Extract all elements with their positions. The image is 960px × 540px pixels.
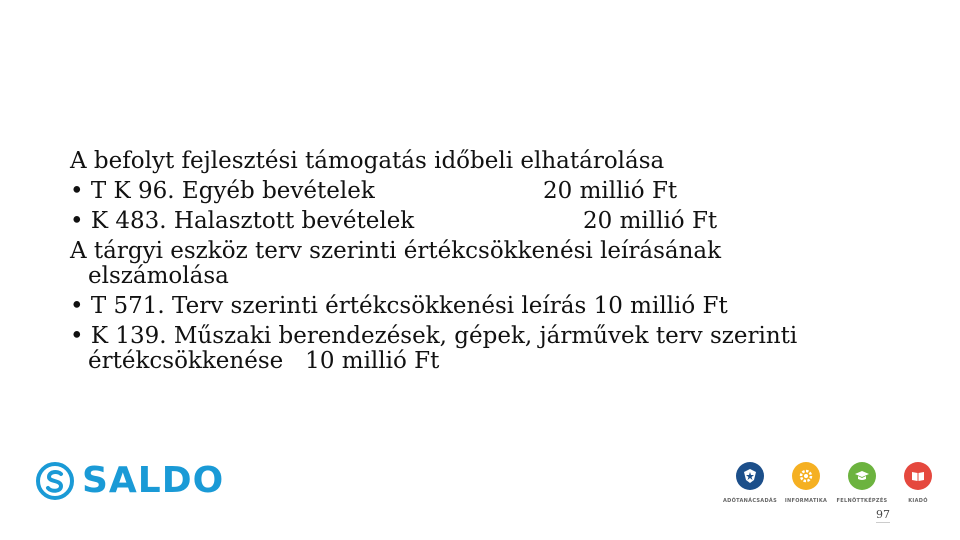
- entry-continuation: értékcsökkenése 10 millió Ft: [88, 348, 440, 374]
- graduation-cap-icon: [848, 462, 876, 490]
- service-label: INFORMATIKA: [784, 498, 828, 504]
- heading-line: A tárgyi eszköz terv szerinti értékcsökkenési leírásának: [70, 238, 722, 264]
- entry-amount: 20 millió Ft: [583, 208, 718, 234]
- saldo-s-icon: [36, 462, 74, 500]
- book-icon: [904, 462, 932, 490]
- text-line: [70, 321, 900, 376]
- entry-text: • K 483. Halasztott bevételek: [70, 208, 415, 234]
- text-line: [70, 236, 900, 291]
- service-label: KIADÓ: [908, 498, 928, 504]
- service-adotanacsadas: [722, 462, 778, 504]
- text-line: [70, 291, 900, 321]
- entry-amount: 20 millió Ft: [543, 178, 678, 204]
- service-kiado: [890, 462, 946, 504]
- saldo-logo: [36, 460, 224, 501]
- service-icons: [722, 462, 946, 504]
- slide-body: [70, 146, 900, 376]
- service-informatika: [778, 462, 834, 504]
- logo-wordmark: SALDO: [82, 460, 225, 501]
- text-line: [70, 146, 900, 176]
- entry-text: • T K 96. Egyéb bevételek: [70, 178, 375, 204]
- gear-icon: [792, 462, 820, 490]
- service-label: ADÓTANÁCSADÁS: [723, 498, 777, 504]
- service-label: FELNŐTTKÉPZÉS: [836, 498, 888, 504]
- service-felnottkepzes: [834, 462, 890, 504]
- text-line: [70, 206, 900, 236]
- page-number: 97: [876, 508, 890, 521]
- heading-line: A befolyt fejlesztési támogatás időbeli elhatárolása: [70, 148, 665, 174]
- text-line: [70, 176, 900, 206]
- entry-text: • T 571. Terv szerinti értékcsökkenési leírás 10 millió Ft: [70, 293, 728, 319]
- heading-continuation: elszámolása: [88, 263, 229, 289]
- entry-text: • K 139. Műszaki berendezések, gépek, járművek terv szerinti: [70, 323, 798, 349]
- shield-star-icon: [736, 462, 764, 490]
